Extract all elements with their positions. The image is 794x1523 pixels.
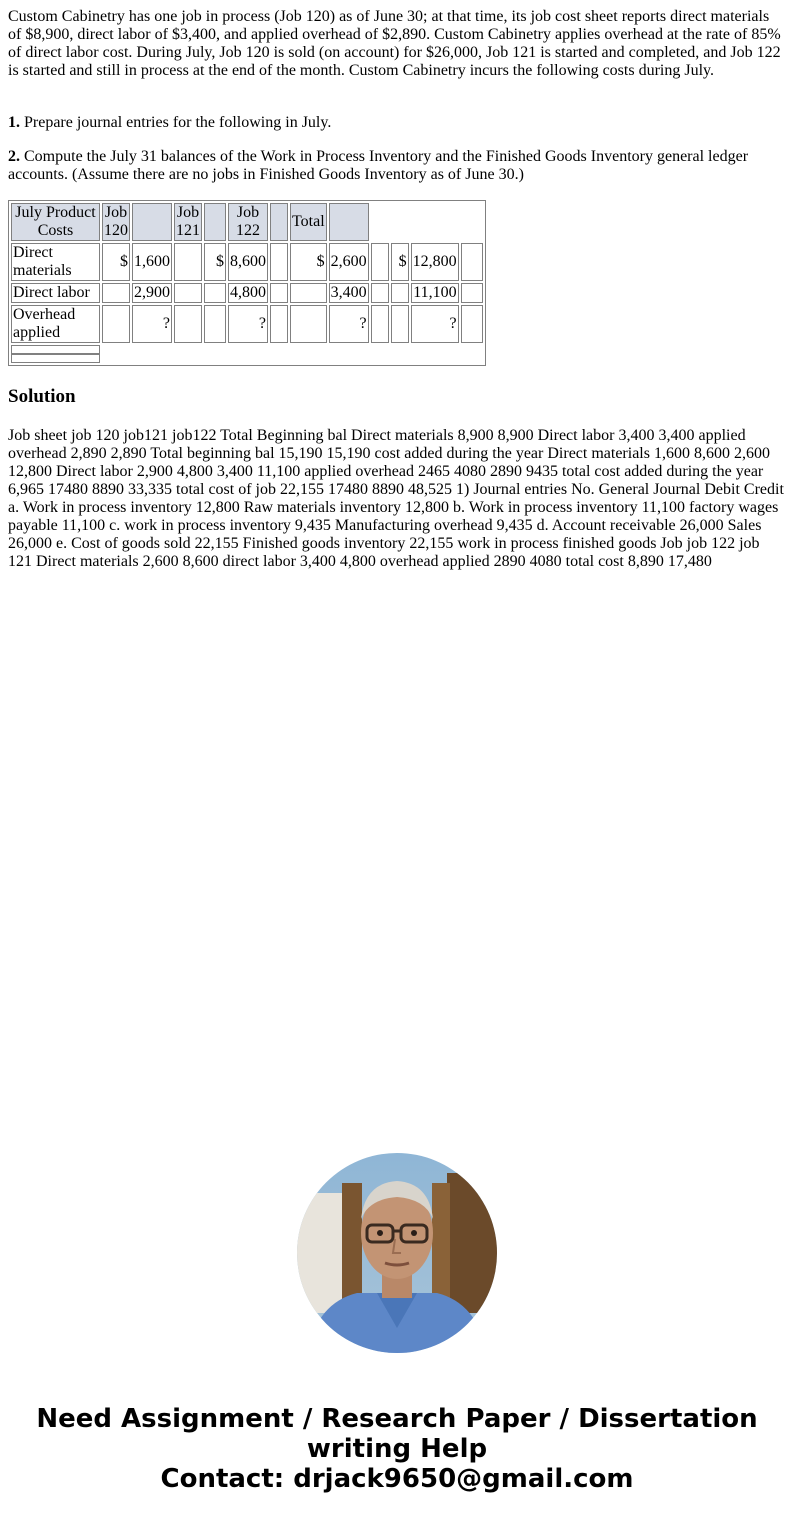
requirement-2-number: 2. [8,148,20,165]
row-label-overhead-applied: Overhead applied [11,305,100,343]
table-cell [174,305,202,343]
person-photo-illustration [297,1153,497,1353]
header-blank-4 [329,203,369,241]
header-july-product-costs: July Product Costs [11,203,100,241]
header-job-121: Job 121 [176,204,200,239]
table-cell [270,243,288,281]
table-cell [204,283,226,303]
table-header-row [11,203,483,241]
footer-contact: Contact: drjack9650@gmail.com [160,1464,634,1494]
table-cell [204,305,226,343]
table-cell [461,243,483,281]
table-cell: 2,900 [134,284,170,301]
footer-line-2: writing Help [306,1434,488,1464]
header-job-120: Job 120 [104,204,128,239]
requirement-1-text: Prepare journal entries for the following in July. [20,114,332,131]
table-cell [270,305,288,343]
table-cell [371,305,389,343]
table-row-blank [11,345,483,363]
requirement-2-text: Compute the July 31 balances of the Work in Process Inventory and the Finished Goods Inventory general ledger accounts. (Assume there are no jobs in Finished Goods Inventory as of June 30.) [8,148,749,183]
footer-line-1: Need Assignment / Research Paper / Dissertation [36,1404,758,1434]
july-product-costs-table [8,200,486,366]
document-body [8,8,786,571]
table-row [11,305,483,343]
table-cell: 12,800 [411,243,459,281]
table-cell: 1,600 [132,243,172,281]
table-cell: 3,400 [330,284,367,301]
blank-input-grid [11,345,100,363]
table-cell [391,283,409,303]
table-cell [290,283,327,303]
table-cell: 8,600 [228,243,268,281]
table-cell [461,305,483,343]
row-label-direct-labor: Direct labor [11,283,100,303]
table-cell [102,283,130,303]
problem-statement: Custom Cabinetry has one job in process (Job 120) as of June 30; at that time, its job cost sheet reports direct materials of $8,900, direct labor of $3,400, and applied overhead of $2,890. Custom Cabinetry applies overhead at the rate of 85% of direct labor cost. During July, Job 120 is sold (on account) for $26,000, Job 121 is started and completed, and Job 122 is started and still in process at the end of the month. Custom Cabinetry incurs the following costs during July. [8,8,781,79]
table-cell [371,283,389,303]
table-cell: 11,100 [411,283,459,303]
header-blank-2 [204,203,226,241]
requirement-2 [8,148,786,184]
table-cell: ? [132,305,172,343]
table-cell: $ [102,243,130,281]
table-row [11,283,483,303]
table-cell [461,283,483,303]
table-cell: $ [391,243,409,281]
author-photo [297,1153,497,1353]
requirement-1 [8,114,786,132]
table-cell: 2,600 [329,243,369,281]
header-blank-3 [270,203,288,241]
table-cell: ? [329,305,369,343]
table-cell [391,305,409,343]
table-row [11,243,483,281]
table-cell [174,283,202,303]
blank-cell [11,354,100,363]
header-blank-1 [132,203,172,241]
table-cell [102,305,130,343]
table-cell: $ [290,243,327,281]
table-cell [371,243,389,281]
row-label-direct-materials: Direct materials [11,243,100,281]
table-cell: ? [411,305,459,343]
header-job-122: Job 122 [228,203,268,241]
table-cell: $ [204,243,226,281]
blank-cell [11,345,100,354]
table-cell: 4,800 [230,284,266,301]
table-cell [174,243,202,281]
requirement-1-number: 1. [8,114,20,131]
contact-footer [0,1404,794,1494]
table-cell [290,305,327,343]
solution-heading: Solution [8,386,76,407]
header-total: Total [290,203,327,241]
solution-body: Job sheet job 120 job121 job122 Total Beginning bal Direct materials 8,900 8,900 Direct labor 3,400 3,400 applied overhead 2,890 2,890 Total beginning bal 15,190 15,190 cost added during the year Direct materials 1,600 8,600 2,600 12,800 Direct labor 2,900 4,800 3,400 11,100 applied overhead 2465 4080 2890 9435 total cost added during the year 6,965 17480 8890 33,335 total cost of job 22,155 17480 8890 48,525 1) Journal entries No. General Journal Debit Credit a. Work in process inventory 12,800 Raw materials inventory 12,800 b. Work in process inventory 11,100 factory wages payable 11,100 c. work in process inventory 9,435 Manufacturing overhead 9,435 d. Account receivable 26,000 Sales 26,000 e. Cost of goods sold 22,155 Finished goods inventory 22,155 work in process finished goods Job job 122 job 121 Direct materials 2,600 8,600 direct labor 3,400 4,800 overhead applied 2890 4080 total cost 8,890 17,480 [8,427,784,570]
table-cell [270,283,288,303]
table-cell: ? [228,305,268,343]
